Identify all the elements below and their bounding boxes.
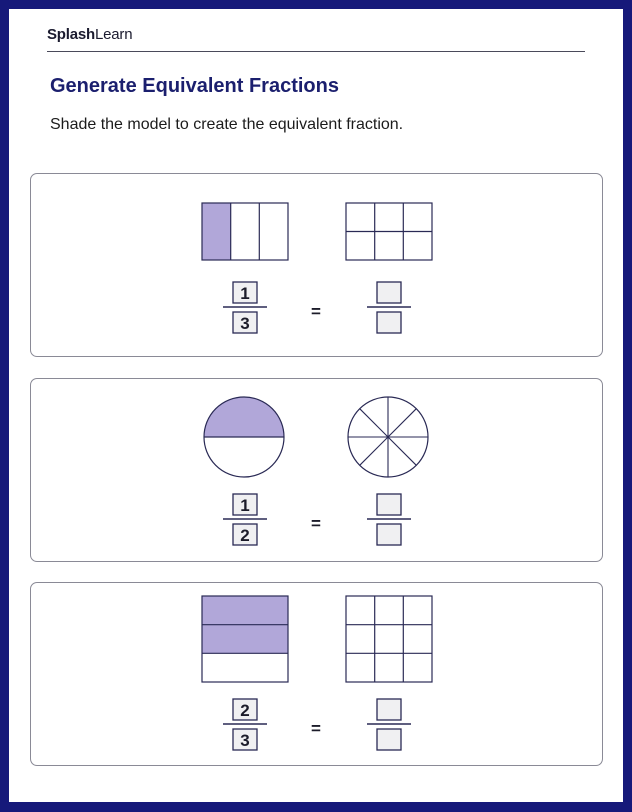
problem-card-1	[30, 173, 603, 357]
denominator-input[interactable]	[377, 524, 401, 545]
instructions: Shade the model to create the equivalent fraction.	[50, 116, 404, 133]
given-fraction	[223, 282, 267, 333]
page-title: Generate Equivalent Fractions	[50, 75, 339, 97]
given-model-halves-circle	[204, 397, 284, 477]
equals-sign: =	[311, 514, 321, 533]
numerator-input[interactable]	[377, 699, 401, 720]
denominator-input[interactable]	[377, 312, 401, 333]
target-model-eighths-circle[interactable]	[348, 397, 428, 477]
svg-text:3: 3	[240, 731, 250, 750]
answer-fraction[interactable]	[367, 699, 411, 750]
header-divider	[47, 51, 585, 52]
target-model-sixths[interactable]	[346, 203, 432, 260]
svg-text:1: 1	[240, 496, 250, 515]
svg-text:2: 2	[240, 701, 250, 720]
answer-fraction[interactable]	[367, 282, 411, 333]
problem-card-3	[30, 582, 603, 766]
svg-text:2: 2	[240, 526, 250, 545]
problem-card-2	[30, 378, 603, 562]
numerator-input[interactable]	[377, 494, 401, 515]
svg-text:1: 1	[240, 284, 250, 303]
worksheet-page	[9, 9, 623, 802]
svg-text:3: 3	[240, 314, 250, 333]
equals-sign: =	[311, 302, 321, 321]
splashlearn-logo: SplashLearn	[47, 26, 133, 43]
numerator-input[interactable]	[377, 282, 401, 303]
equals-sign: =	[311, 719, 321, 738]
given-model-thirds	[202, 203, 288, 260]
given-fraction	[223, 699, 267, 750]
given-fraction	[223, 494, 267, 545]
target-model-ninths[interactable]	[346, 596, 432, 682]
answer-fraction[interactable]	[367, 494, 411, 545]
given-model-thirds-rows	[202, 596, 288, 682]
denominator-input[interactable]	[377, 729, 401, 750]
